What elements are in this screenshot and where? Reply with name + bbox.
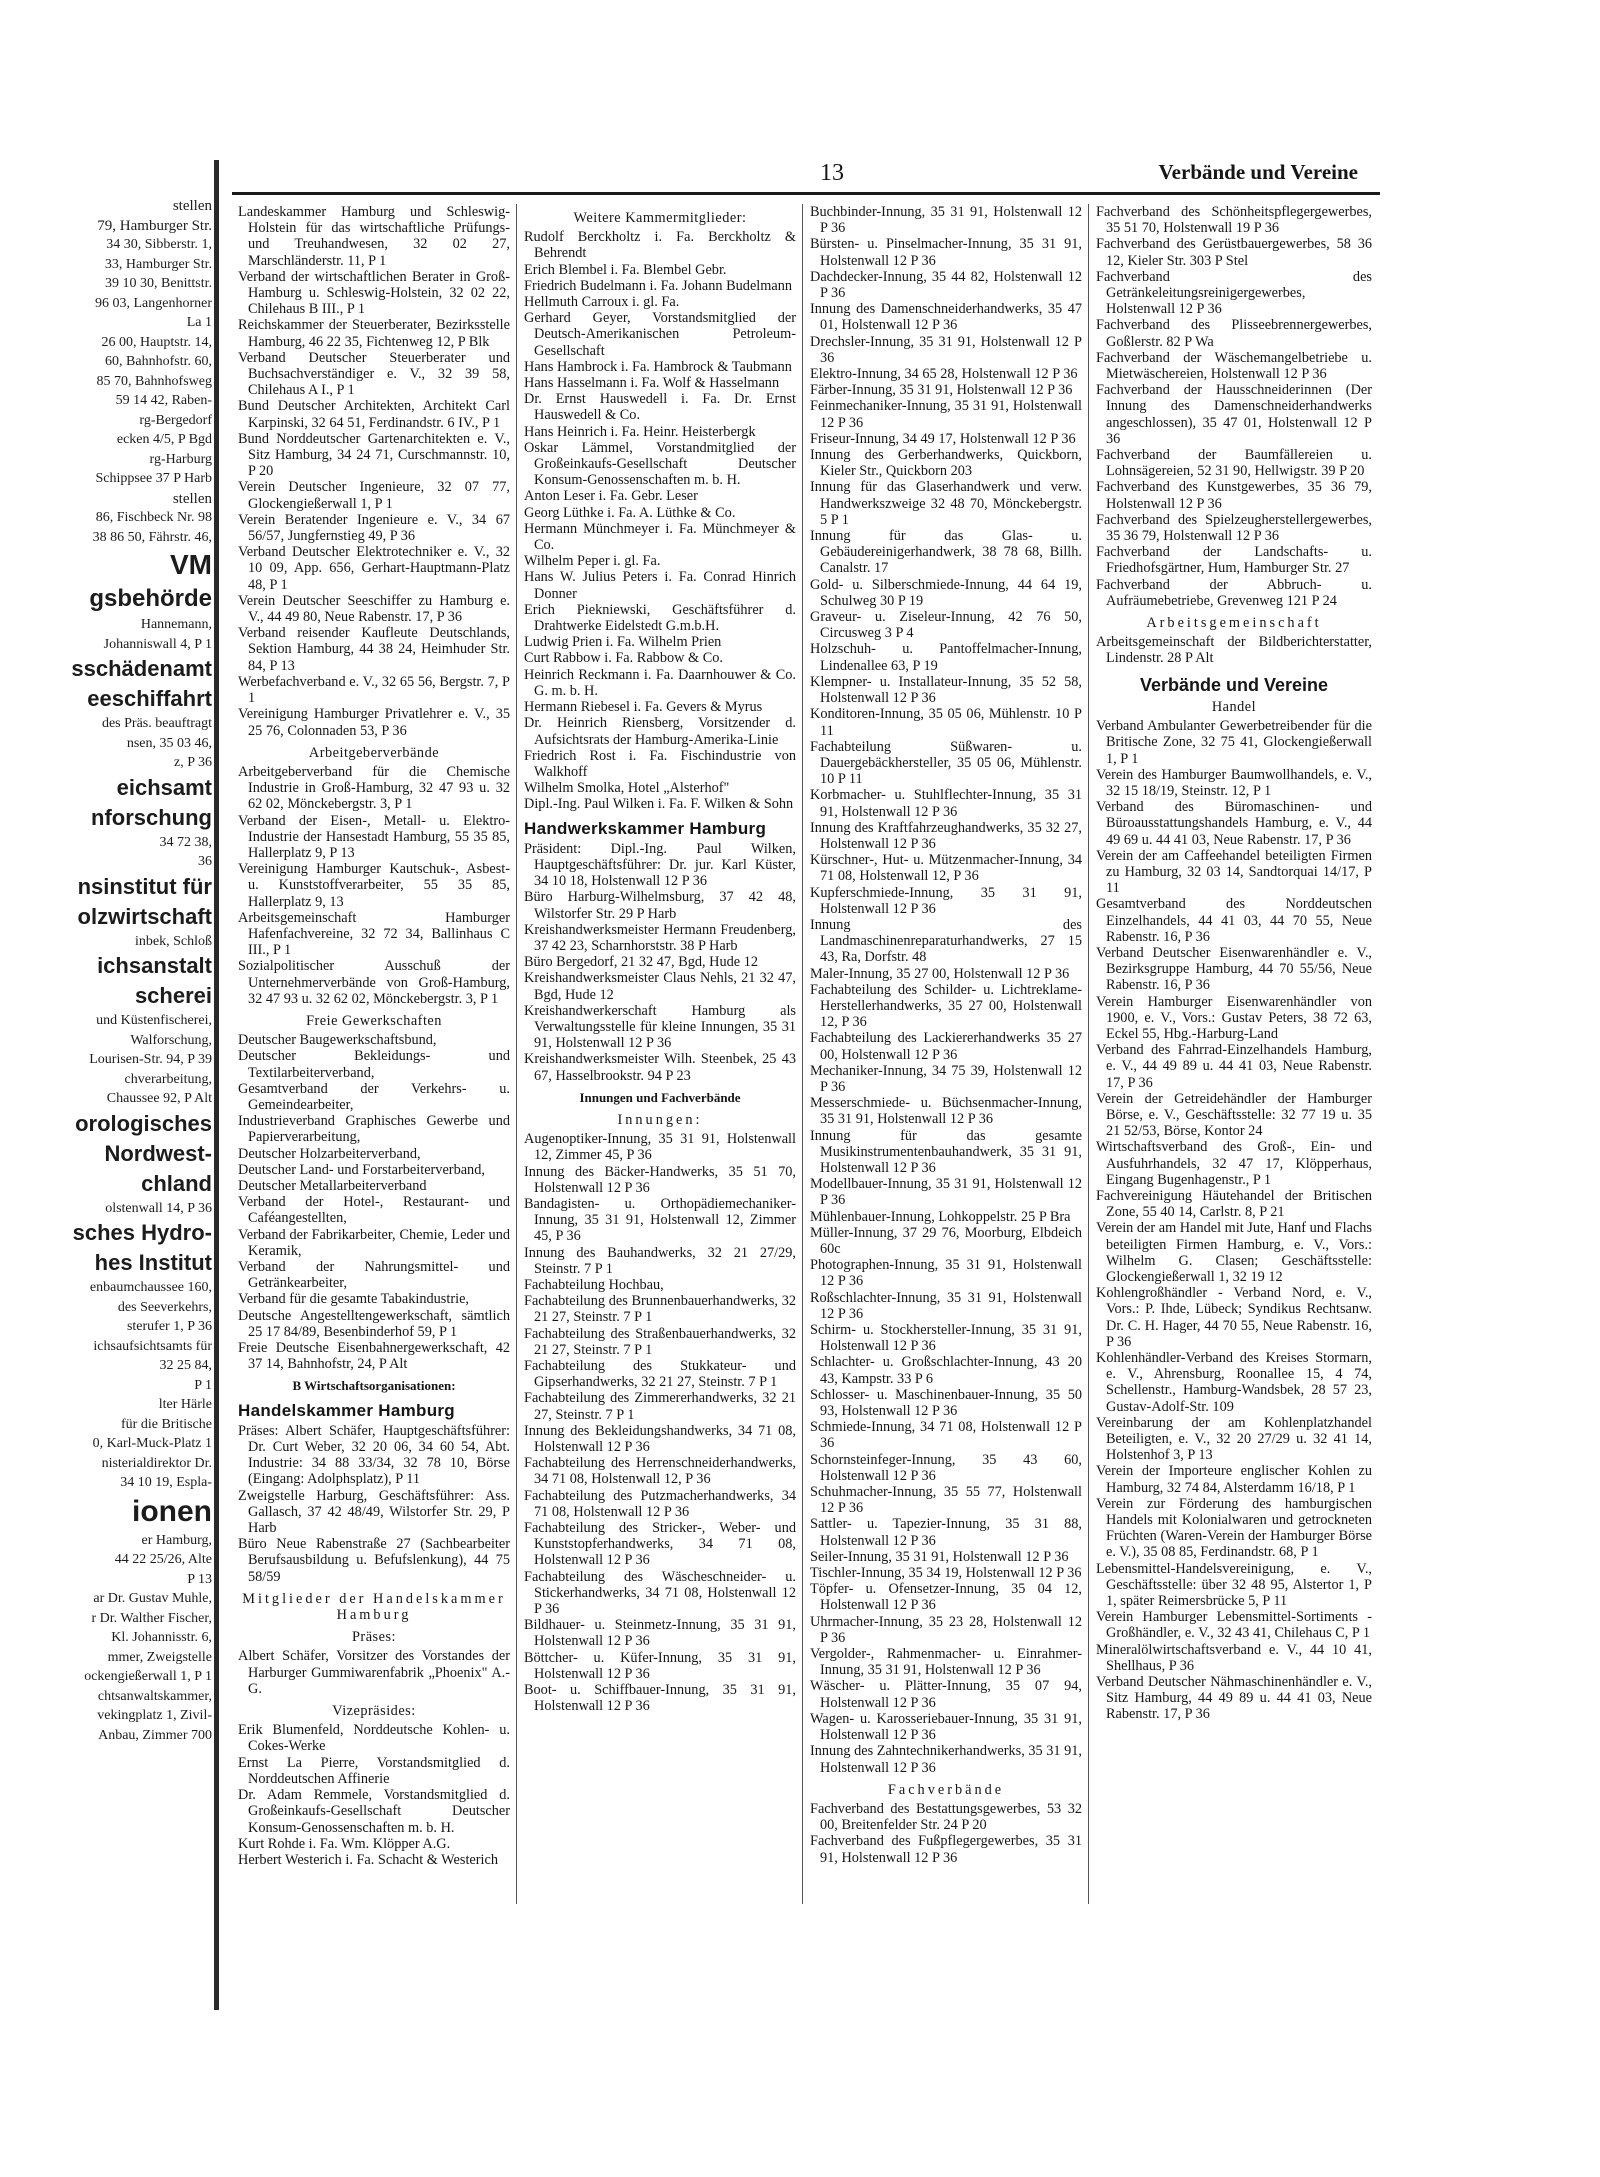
directory-entry: Vereinigung Hamburger Privatlehrer e. V., 35 25 76, Colonnaden 53, P 36 — [238, 706, 510, 739]
fragment-line: ecken 4/5, P Bgd — [116, 432, 212, 447]
fragment-line: des Seeverkehrs, — [117, 1299, 212, 1315]
directory-entry: Hans W. Julius Peters i. Fa. Conrad Hinrich Donner — [524, 569, 796, 602]
directory-entry: Sozialpolitischer Ausschuß der Unternehmerverbände von Groß-Hamburg, 32 47 93 u. 32 62 02, Mönckebergstr. 3, P 1 — [238, 958, 510, 1007]
directory-entry: Verband Ambulanter Gewerbetreibender für die Britische Zone, 32 75 41, Glockengießerwall 1, P 1 — [1096, 718, 1372, 767]
fragment-line: La 1 — [186, 315, 212, 330]
directory-entry: Verband des Büromaschinen- und Büroausstattungshandels Hamburg, e. V., 44 49 69 u. 44 41 03, Neue Rabenstr. 17, P 36 — [1096, 799, 1372, 848]
directory-entry: Gold- u. Silberschmiede-Innung, 44 64 19, Schulweg 30 P 19 — [810, 576, 1082, 609]
column-divider — [802, 204, 803, 1904]
directory-entry: Buchbinder-Innung, 35 31 91, Holstenwall 12 P 36 — [810, 204, 1082, 237]
fragment-line: 0, Karl-Muck-Platz 1 — [92, 1436, 212, 1451]
fragment-line: enbaumchaussee 160, — [89, 1280, 212, 1295]
directory-entry: Arbeitgeberverband für die Chemische Industrie in Groß-Hamburg, 32 47 93 u. 32 62 02, Mönckebergstr. 3, P 1 — [238, 763, 510, 813]
fragment-line: 44 22 25/26, Alte — [114, 1552, 212, 1567]
directory-entry: Büro Neue Rabenstraße 27 (Sachbearbeiter Berufsausbildung u. Befufslenkung), 44 75 58/59 — [238, 1536, 510, 1585]
directory-entry: Innung des Gerberhandwerks, Quickborn, Kieler Str., Quickborn 203 — [810, 447, 1082, 480]
directory-entry: Schmiede-Innung, 34 71 08, Holstenwall 12 P 36 — [810, 1419, 1082, 1452]
directory-entry: Kürschner-, Hut- u. Mützenmacher-Innung, 34 71 08, Holstenwall 12, P 36 — [810, 852, 1082, 885]
fragment-line: rg-Harburg — [149, 451, 212, 467]
fragment-line: und Küstenfischerei, — [96, 1013, 212, 1028]
directory-entry: Verband der Nahrungsmittel- und Getränkearbeiter, — [238, 1259, 510, 1292]
directory-entry: Verein des Hamburger Baumwollhandels, e. V., 32 15 18/19, Steinstr. 12, P 1 — [1096, 766, 1372, 799]
directory-entry: Albert Schäfer, Vorsitzer des Vorstandes der Harburger Gummiwarenfabrik „Phoenix" A.-G. — [238, 1648, 510, 1697]
directory-entry: Fachabteilung des Brunnenbauerhandwerks, 32 21 27, Steinstr. 7 P 1 — [524, 1293, 796, 1326]
directory-entry: Färber-Innung, 35 31 91, Holstenwall 12 P 36 — [810, 382, 1073, 399]
section-heading: Handel — [1211, 698, 1257, 715]
directory-entry: Uhrmacher-Innung, 35 23 28, Holstenwall 12 P 36 — [810, 1613, 1082, 1646]
directory-entry: Fachverband der Abbruch- u. Aufräumebetriebe, Grevenweg 121 P 24 — [1096, 576, 1372, 609]
fragment-line: 34 72 38, — [159, 834, 212, 850]
directory-entry: Bürsten- u. Pinselmacher-Innung, 35 31 91, Holstenwall 12 P 36 — [810, 236, 1082, 269]
fragment-line: 36 — [198, 854, 212, 869]
directory-entry: Augenoptiker-Innung, 35 31 91, Holstenwall 12, Zimmer 45, P 36 — [524, 1131, 796, 1164]
directory-entry: Kurt Rohde i. Fa. Wm. Klöpper A.G. — [238, 1835, 451, 1852]
fragment-line: ichsaufsichtsamts für — [93, 1338, 212, 1354]
directory-entry: Verein der am Handel mit Jute, Hanf und Flachs beteiligten Firmen Hamburg, e. V., Vors.: Wilhelm G. Clasen; Geschäftsstelle: Glockengießerwall 1, 32 19 12 — [1096, 1220, 1372, 1285]
directory-entry: Gerhard Geyer, Vorstandsmitglied der Deutsch-Amerikanischen Petroleum-Gesellschaft — [524, 310, 796, 359]
directory-entry: Messerschmiede- u. Büchsenmacher-Innung, 35 31 91, Holstenwall 12 P 36 — [810, 1095, 1082, 1128]
directory-entry: Herbert Westerich i. Fa. Schacht & Westerich — [238, 1851, 498, 1868]
directory-entry: Rudolf Berckholtz i. Fa. Berckholtz & Behrendt — [524, 229, 796, 262]
directory-entry: Schirm- u. Stockhersteller-Innung, 35 31 91, Holstenwall 12 P 36 — [810, 1322, 1082, 1355]
section-heading: Arbeitgeberverbände — [308, 744, 440, 761]
directory-entry: Verband Deutscher Steuerberater und Buchsachverständiger e. V., 32 39 58, Chilehaus A I., P 1 — [238, 349, 510, 399]
directory-entry: Vergolder-, Rahmenmacher- u. Einrahmer-Innung, 35 31 91, Holstenwall 12 P 36 — [810, 1646, 1082, 1679]
directory-entry: Friseur-Innung, 34 49 17, Holstenwall 12 P 36 — [810, 430, 1076, 447]
directory-entry: Fachabteilung des Stricker-, Weber- und Kunststopferhandwerks, 34 71 08, Holstenwall 12 P 36 — [524, 1520, 796, 1569]
spaced-heading: Arbeitsgemeinschaft — [1146, 615, 1322, 632]
chamber-heading: Handwerkskammer Hamburg — [524, 818, 767, 838]
directory-entry: Konditoren-Innung, 35 05 06, Mühlenstr. 10 P 11 — [810, 706, 1082, 739]
directory-entry: Erich Piekniewski, Geschäftsführer d. Drahtwerke Eidelstedt G.m.b.H. — [524, 601, 796, 635]
directory-entry: Reichskammer der Steuerberater, Bezirksstelle Hamburg, 46 22 35, Fichtenweg 12, P Blk — [238, 317, 510, 350]
directory-entry: Elektro-Innung, 34 65 28, Holstenwall 12 P 36 — [810, 366, 1078, 383]
directory-entry: Dachdecker-Innung, 35 44 82, Holstenwall 12 P 36 — [810, 268, 1082, 302]
fragment-line: des Präs. beauftragt — [101, 716, 212, 731]
section-heading: Weitere Kammermitglieder: — [573, 210, 747, 226]
directory-entry: Bandagisten- u. Orthopädiemechaniker-Innung, 35 31 91, Holstenwall 12, Zimmer 45, P 36 — [524, 1195, 796, 1245]
directory-entry: Bund Deutscher Architekten, Architekt Carl Karpinski, 32 64 51, Ferdinandstr. 6 IV., P 1 — [238, 398, 510, 431]
directory-entry: Verein zur Förderung des hamburgischen Handels mit Kolonialwaren und getrockneten Früchten (Waren-Verein der Hamburger Börse e. V.), 35 08 85, Ferdinandstr. 68, P 1 — [1096, 1495, 1372, 1561]
directory-entry: Georg Lüthke i. Fa. A. Lüthke & Co. — [524, 504, 736, 521]
fragment-line: vekingplatz 1, Zivil- — [97, 1708, 212, 1723]
directory-entry: Innung des Landmaschinenreparaturhandwerks, 27 15 43, Ra, Dorfstr. 48 — [810, 916, 1082, 966]
directory-entry: Innung des Bäcker-Handwerks, 35 51 70, Holstenwall 12 P 36 — [524, 1163, 796, 1196]
directory-entry: Graveur- u. Ziseleur-Innung, 42 76 50, Circusweg 3 P 4 — [810, 609, 1082, 642]
fragment-line: nsen, 35 03 46, — [126, 735, 212, 751]
directory-entry: Gesamtverband der Verkehrs- u. Gemeindearbeiter, — [238, 1080, 510, 1113]
directory-entry: Verein Hamburger Lebensmittel-Sortiments - Großhändler, e. V., 32 43 41, Chilehaus C, P 1 — [1096, 1609, 1372, 1642]
directory-entry: Fachverband des Spielzeugherstellergewerbes, 35 36 79, Holstenwall 12 P 36 — [1096, 511, 1372, 545]
fragment-line: eichsamt — [116, 774, 212, 800]
fragment-line: Schippsee 37 P Harb — [95, 471, 212, 486]
directory-entry: Mechaniker-Innung, 34 75 39, Holstenwall 12 P 36 — [810, 1062, 1082, 1095]
directory-entry: Deutsche Angestelltengewerkschaft, sämtlich 25 17 84/89, Besenbinderhof 59, P 1 — [238, 1307, 510, 1340]
fragment-line: 79, Hamburger Str. — [97, 217, 212, 234]
fragment-line: ar Dr. Gustav Muhle, — [93, 1591, 212, 1606]
directory-entry: Fachvereinigung Häutehandel der Britischen Zone, 55 40 14, Carlstr. 8, P 21 — [1096, 1187, 1372, 1221]
directory-entry: Erich Blembel i. Fa. Blembel Gebr. — [524, 261, 727, 278]
directory-entry: Büro Bergedorf, 21 32 47, Bgd, Hude 12 — [524, 954, 759, 971]
directory-entry: Kreishandwerksmeister Hermann Freudenberg, 37 42 23, Scharnhorststr. 38 P Harb — [524, 921, 796, 954]
fragment-line: ichsanstalt — [97, 953, 212, 978]
fragment-line: sterufer 1, P 36 — [126, 1319, 212, 1334]
directory-entry: Fachverband der Baumfällereien u. Lohnsägereien, 52 31 90, Hellwigstr. 39 P 20 — [1096, 447, 1372, 480]
directory-entry: Schlosser- u. Maschinenbauer-Innung, 35 50 93, Holstenwall 12 P 36 — [810, 1386, 1082, 1420]
directory-entry: Sattler- u. Tapezier-Innung, 35 31 88, Holstenwall 12 P 36 — [810, 1516, 1082, 1549]
directory-entry: Kreishandwerksmeister Claus Nehls, 21 32 47, Bgd, Hude 12 — [524, 970, 796, 1003]
column-divider — [1088, 204, 1089, 1904]
chamber-heading: Handelskammer Hamburg — [238, 1400, 455, 1420]
directory-entry: Verein der Getreidehändler der Hamburger Börse, e. V., Geschäftsstelle: 32 77 19 u. 35 21 52/53, Börse, Kontor 24 — [1096, 1090, 1372, 1140]
directory-entry: Schuhmacher-Innung, 35 55 77, Holstenwall 12 P 36 — [810, 1484, 1082, 1517]
directory-entry: Heinrich Reckmann i. Fa. Daarnhouwer & Co. G. m. b. H. — [524, 666, 796, 699]
fragment-line: P 13 — [187, 1571, 212, 1587]
fragment-line: für die Britische — [121, 1416, 212, 1432]
directory-entry: Drechsler-Innung, 35 31 91, Holstenwall 12 P 36 — [810, 333, 1082, 366]
directory-entry: Freie Deutsche Eisenbahnergewerkschaft, 42 37 14, Bahnhofstr, 24, P Alt — [238, 1340, 510, 1373]
column-2 — [524, 204, 796, 1714]
column-3 — [810, 204, 1082, 1866]
directory-entry: Innung für das Glas- u. Gebäudereinigerhandwerk, 38 78 68, Billh. Canalstr. 17 — [810, 528, 1082, 577]
directory-entry: Hans Hasselmann i. Fa. Wolf & Hasselmann — [524, 375, 780, 392]
fragment-line: scherei — [134, 983, 212, 1008]
directory-entry: Lebensmittel-Handelsvereinigung, e. V., Geschäftsstelle: über 32 48 95, Alstertor 1, P 1, später Reimersbrücke 5, P 11 — [1096, 1560, 1372, 1610]
directory-entry: Kohlenhändler-Verband des Kreises Stormarn, e. V., Ahrensburg, Roonallee 15, 4 74, Schellenstr., Hamburg-Wandsbek, 28 57 23, Gustav-Adolf-Str. 109 — [1096, 1350, 1372, 1415]
fragment-line: 32 25 84, — [159, 1358, 212, 1373]
directory-entry: Hermann Münchmeyer i. Fa. Münchmeyer & Co. — [524, 520, 796, 554]
directory-entry: Feinmechaniker-Innung, 35 31 91, Holstenwall 12 P 36 — [810, 398, 1082, 431]
directory-entry: Maler-Innung, 35 27 00, Holstenwall 12 P 36 — [810, 965, 1070, 982]
fragment-line: stellen — [172, 198, 212, 214]
directory-entry: Hermann Riebesel i. Fa. Gevers & Myrus — [524, 699, 763, 716]
directory-entry: Kreishandwerksmeister Wilh. Steenbek, 25 43 67, Hasselbrookstr. 94 P 23 — [524, 1051, 796, 1084]
column-divider — [516, 204, 517, 1904]
directory-entry: Verband Deutscher Nähmaschinenhändler e. V., Sitz Hamburg, 44 49 89 u. 44 41 03, Neue Rabenstr. 17, P 36 — [1096, 1674, 1372, 1723]
fragment-line: Anbau, Zimmer 700 — [98, 1727, 212, 1743]
fragment-line: 86, Fischbeck Nr. 98 — [95, 510, 212, 525]
directory-entry: Dr. Heinrich Riensberg, Vorsitzender d. Aufsichtsrats der Hamburg-Amerika-Linie — [524, 715, 796, 748]
directory-entry: Arbeitsgemeinschaft Hamburger Hafenfachvereine, 32 72 34, Ballinhaus C III., P 1 — [238, 909, 510, 959]
column-1 — [238, 204, 510, 1868]
section-heading: Vizepräsides: — [332, 1703, 416, 1720]
directory-entry: Deutscher Holzarbeiterverband, — [238, 1145, 421, 1162]
fragment-line: 26 00, Hauptstr. 14, — [101, 334, 212, 350]
fragment-line: Kl. Johannisstr. 6, — [111, 1630, 212, 1645]
directory-entry: Photographen-Innung, 35 31 91, Holstenwall 12 P 36 — [810, 1257, 1082, 1290]
directory-entry: Werbefachverband e. V., 32 65 56, Bergstr. 7, P 1 — [238, 673, 510, 707]
directory-entry: Verband der Fabrikarbeiter, Chemie, Leder und Keramik, — [238, 1226, 510, 1259]
directory-entry: Verband Deutscher Elektrotechniker e. V., 32 10 09, App. 656, Gerhart-Hauptmann-Platz 48, P 1 — [238, 544, 510, 593]
fragment-line: stellen — [172, 490, 212, 507]
directory-page — [232, 150, 1380, 2050]
directory-entry: Fachabteilung des Lackiererhandwerks 35 27 00, Holstenwall 12 P 36 — [810, 1030, 1082, 1063]
fragment-line: Walforschung, — [130, 1032, 212, 1048]
subsection-heading: B Wirtschaftsorganisationen: — [292, 1378, 456, 1394]
previous-page-fragment — [0, 0, 212, 2000]
directory-entry: Fachabteilung des Straßenbauerhandwerks, 32 21 27, Steinstr. 7 P 1 — [524, 1325, 796, 1358]
directory-entry: Mineralölwirtschaftsverband e. V., 44 10 41, Shellhaus, P 36 — [1096, 1641, 1372, 1674]
directory-entry: Fachabteilung des Wäscheschneider- u. Stickerhandwerks, 34 71 08, Holstenwall 12 P 36 — [524, 1568, 796, 1618]
fragment-line: 85 70, Bahnhofsweg — [96, 373, 212, 389]
directory-entry: Bund Norddeutscher Gartenarchitekten e. V., Sitz Hamburg, 34 24 71, Curschmannstr. 10, P 20 — [238, 430, 510, 480]
fragment-line: r Dr. Walther Fischer, — [91, 1610, 212, 1626]
directory-entry: Fachverband des Gerüstbauergewerbes, 58 36 12, Kieler Str. 303 P Stel — [1096, 236, 1372, 269]
directory-entry: Fachverband des Getränkeleitungsreinigergewerbes, Holstenwall 12 P 36 — [1096, 268, 1372, 318]
directory-entry: Fachabteilung des Herrenschneiderhandwerks, 34 71 08, Holstenwall 12, P 36 — [524, 1455, 796, 1488]
directory-entry: Verein der Importeure englischer Kohlen zu Hamburg, 32 74 84, Alsterdamm 16/18, P 1 — [1096, 1463, 1372, 1496]
page-number: 13 — [820, 160, 844, 186]
directory-entry: Hans Heinrich i. Fa. Heinr. Heisterbergk — [524, 423, 756, 440]
directory-entry: Anton Leser i. Fa. Gebr. Leser — [524, 488, 698, 505]
directory-entry: Verein Deutscher Ingenieure, 32 07 77, Glockengießerwall 1, P 1 — [238, 479, 510, 512]
directory-entry: Deutscher Land- und Forstarbeiterverband, — [238, 1161, 485, 1178]
directory-entry: Verband der Hotel-, Restaurant- und Caféangestellten, — [238, 1194, 510, 1227]
fragment-line: chland — [141, 1170, 212, 1196]
directory-entry: Fachverband der Landschafts- u. Friedhofsgärtner, Hum, Hamburger Str. 27 — [1096, 544, 1372, 577]
spaced-heading: Mitglieder der Handelskammer Hamburg — [242, 1590, 506, 1624]
directory-entry: Curt Rabbow i. Fa. Rabbow & Co. — [524, 650, 723, 667]
directory-entry: Verein Deutscher Seeschiffer zu Hamburg e. V., 44 49 80, Neue Rabenstr. 17, P 36 — [238, 592, 510, 626]
directory-entry: Landeskammer Hamburg und Schleswig-Holstein für das wirtschaftliche Prüfungs- und Treuhandwesen, 32 02 27, Marschländerstr. 11, P 1 — [238, 204, 510, 269]
page-gutter-shadow — [214, 160, 219, 2010]
fragment-line: Nordwest- — [104, 1140, 212, 1166]
fragment-line: chverarbeitung, — [124, 1071, 212, 1087]
section-heading: Freie Gewerkschaften — [306, 1012, 442, 1029]
directory-entry: Zweigstelle Harburg, Geschäftsführer: Ass. Gallasch, 37 42 48/49, Wilstorfer Str. 29, P Harb — [238, 1487, 510, 1537]
directory-entry: Fachabteilung des Zimmererhandwerks, 32 21 27, Steinstr. 7 P 1 — [524, 1390, 796, 1423]
directory-entry: Wirtschaftsverband des Groß-, Ein- und Ausfuhrhandels, 32 47 17, Klöpperhaus, Eingang Bugenhagenstr., P 1 — [1096, 1139, 1372, 1188]
directory-entry: Fachverband des Schönheitspflegergewerbes, 35 51 70, Holstenwall 19 P 36 — [1096, 204, 1372, 237]
directory-entry: Büro Harburg-Wilhelmsburg, 37 42 48, Wilstorfer Str. 29 P Harb — [524, 889, 796, 922]
directory-entry: Deutscher Bekleidungs- und Textilarbeiterverband, — [238, 1048, 510, 1081]
directory-entry: Innung für das Glaserhandwerk und verw. Handwerkszweige 32 48 70, Mönckebergstr. 5 P 1 — [810, 479, 1082, 528]
fragment-line: lter Härle — [158, 1397, 212, 1412]
directory-entry: Erik Blumenfeld, Norddeutsche Kohlen- u. Cokes-Werke — [238, 1722, 510, 1755]
directory-entry: Kupferschmiede-Innung, 35 31 91, Holstenwall 12 P 36 — [810, 884, 1082, 917]
directory-entry: Deutscher Baugewerkschaftsbund, — [238, 1032, 437, 1049]
directory-entry: Bildhauer- u. Steinmetz-Innung, 35 31 91, Holstenwall 12 P 36 — [524, 1617, 796, 1650]
directory-entry: Böttcher- u. Küfer-Innung, 35 31 91, Holstenwall 12 P 36 — [524, 1649, 796, 1682]
fragment-line: er Hamburg, — [141, 1532, 212, 1548]
fragment-line: olstenwall 14, P 36 — [105, 1200, 212, 1216]
directory-entry: Friedrich Rost i. Fa. Fischindustrie von Walkhoff — [524, 747, 796, 780]
directory-entry: Ludwig Prien i. Fa. Wilhelm Prien — [524, 634, 722, 651]
fragment-line: 60, Bahnhofstr. 60, — [105, 354, 212, 369]
fragment-line: olzwirtschaft — [77, 903, 212, 929]
directory-entry: Dipl.-Ing. Paul Wilken i. Fa. F. Wilken & Sohn — [524, 796, 794, 813]
directory-entry: Oskar Lämmel, Vorstandmitglied der Großeinkaufs-Gesellschaft Deutscher Konsum-Genossenschaften m. b. H. — [524, 439, 796, 489]
directory-entry: Verband der wirtschaftlichen Berater in Groß-Hamburg u. Schleswig-Holstein, 32 02 22, Chilehaus B III., P 1 — [238, 268, 510, 318]
directory-entry: Innung des Bekleidungshandwerks, 34 71 08, Holstenwall 12 P 36 — [524, 1422, 796, 1456]
fragment-line: orologisches — [75, 1110, 212, 1136]
directory-entry: Innung für das gesamte Musikinstrumentenbauhandwerk, 35 31 91, Holstenwall 12 P 36 — [810, 1127, 1082, 1176]
directory-entry: Fachverband der Wäschemangelbetriebe u. Mietwäschereien, Holstenwall 12 P 36 — [1096, 349, 1372, 383]
directory-entry: Holzschuh- u. Pantoffelmacher-Innung, Lindenallee 63, P 19 — [810, 641, 1082, 674]
directory-entry: Fachabteilung des Schilder- u. Lichtreklame-Herstellerhandwerks, 35 27 00, Holstenwall 12, P 36 — [810, 981, 1082, 1031]
directory-entry: Fachverband des Plisseebrennergewerbes, Goßlerstr. 82 P Wa — [1096, 317, 1372, 350]
directory-entry: Kreishandwerkerschaft Hamburg als Verwaltungsstelle für kleine Innungen, 35 31 91, Holstenwall 12 P 36 — [524, 1002, 796, 1052]
fragment-line: 96 03, Langenhorner — [94, 295, 212, 311]
fragment-line: VM — [170, 549, 212, 580]
directory-entry: Innung des Kraftfahrzeughandwerks, 35 32 27, Holstenwall 12 P 36 — [810, 819, 1082, 852]
directory-entry: Hellmuth Carroux i. gl. Fa. — [524, 294, 680, 311]
fragment-line: Johanniswall 4, P 1 — [103, 636, 212, 652]
fragment-line: P 1 — [194, 1377, 212, 1393]
fragment-line: 34 30, Sibberstr. 1, — [106, 237, 212, 252]
directory-entry: Wilhelm Peper i. gl. Fa. — [524, 553, 661, 570]
directory-entry: Vereinbarung der am Kohlenplatzhandel Beteiligten, e. V., 32 20 27/29 u. 32 41 14, Holstenhof 3, P 13 — [1096, 1414, 1372, 1464]
directory-entry: Vereinigung Hamburger Kautschuk-, Asbest- u. Kunststoffverarbeiter, 55 35 85, Hallerplatz 9, 13 — [238, 861, 510, 910]
directory-entry: Verband Deutscher Eisenwarenhändler e. V., Bezirksgruppe Hamburg, 44 70 55/56, Neue Rabenstr. 16, P 36 — [1096, 944, 1372, 994]
directory-entry: Wagen- u. Karosseriebauer-Innung, 35 31 91, Holstenwall 12 P 36 — [810, 1710, 1082, 1744]
directory-entry: Roßschlachter-Innung, 35 31 91, Holstenwall 12 P 36 — [810, 1289, 1082, 1322]
major-heading: Verbände und Vereine — [1139, 674, 1329, 695]
fragment-line: 39 10 30, Benittstr. — [105, 276, 212, 291]
directory-entry: Schlachter- u. Großschlachter-Innung, 43 20 43, Kampstr. 33 P 6 — [810, 1354, 1082, 1387]
directory-entry: Korbmacher- u. Stuhlflechter-Innung, 35 31 91, Holstenwall 12 P 36 — [810, 787, 1082, 820]
directory-entry: Verein Beratender Ingenieure e. V., 34 67 56/57, Jungfernstieg 49, P 36 — [238, 511, 510, 545]
directory-entry: Präses: Albert Schäfer, Hauptgeschäftsführer: Dr. Curt Weber, 32 20 06, 34 60 54, Abt. Industrie: 34 88 33/34, 32 78 10, Börse (Eingang: Adolphsplatz), P 11 — [238, 1422, 510, 1488]
fragment-line: z, P 36 — [174, 755, 212, 770]
subsection-heading: Innungen und Fachverbände — [579, 1089, 741, 1105]
directory-entry: Seiler-Innung, 35 31 91, Holstenwall 12 P 36 — [810, 1548, 1069, 1565]
directory-entry: Fachabteilung Süßwaren- u. Dauergebäckhersteller, 35 05 06, Mühlenstr. 10 P 11 — [810, 738, 1082, 788]
directory-entry: Fachverband der Hausschneiderinnen (Der Innung des Damenschneiderhandwerks angeschlossen), 35 47 01, Holstenwall 12 P 36 — [1096, 382, 1372, 447]
running-head: Verbände und Vereine — [1158, 160, 1358, 184]
fragment-line: sschädenamt — [71, 656, 212, 681]
directory-entry: Verband der Eisen-, Metall- u. Elektro-Industrie der Hansestadt Hamburg, 55 35 85, Hallerplatz 9, P 13 — [238, 812, 510, 861]
directory-entry: Verband reisender Kaufleute Deutschlands, Sektion Hamburg, 44 38 24, Heimhuder Str. 84, P 13 — [238, 625, 510, 674]
fragment-line: 34 10 19, Espla- — [120, 1475, 212, 1490]
directory-entry: Fachverband des Kunstgewerbes, 35 36 79, Holstenwall 12 P 36 — [1096, 479, 1372, 512]
fragment-line: nsinstitut für — [77, 873, 212, 899]
directory-entry: Verein Hamburger Eisenwarenhändler von 1900, e. V., Vors.: Gustav Peters, 38 72 63, Eckel 55, Hbg.-Harburg-Land — [1096, 993, 1372, 1042]
directory-entry: Tischler-Innung, 35 34 19, Holstenwall 12 P 36 — [810, 1565, 1082, 1582]
directory-entry: Wäscher- u. Plätter-Innung, 35 07 94, Holstenwall 12 P 36 — [810, 1678, 1082, 1711]
directory-entry: Verband des Fahrrad-Einzelhandels Hamburg, e. V., 44 49 89 u. 44 41 03, Neue Rabenstr. 17, P 36 — [1096, 1042, 1372, 1091]
fragment-line: 38 86 50, Fährstr. 46, — [92, 529, 212, 545]
directory-entry: Innung des Bauhandwerks, 32 21 27/29, Steinstr. 7 P 1 — [524, 1244, 796, 1277]
directory-entry: Verband für die gesamte Tabakindustrie, — [238, 1291, 469, 1308]
directory-entry: Deutscher Metallarbeiterverband — [238, 1177, 427, 1194]
fragment-line: inbek, Schloß — [135, 933, 212, 949]
section-heading: Präses: — [351, 1629, 396, 1646]
directory-entry: Gesamtverband des Norddeutschen Einzelhandels, 44 41 03, 44 70 55, Neue Rabenstr. 16, P 36 — [1096, 896, 1372, 945]
fragment-line: sches Hydro- — [72, 1220, 212, 1245]
directory-entry: Innung des Zahntechnikerhandwerks, 35 31 91, Holstenwall 12 P 36 — [810, 1743, 1082, 1776]
fragment-line: mmer, Zweigstelle — [107, 1649, 212, 1665]
directory-entry: Modellbauer-Innung, 35 31 91, Holstenwall 12 P 36 — [810, 1176, 1082, 1209]
fragment-line: nforschung — [91, 804, 212, 830]
directory-entry: Müller-Innung, 37 29 76, Moorburg, Elbdeich 60c — [810, 1224, 1082, 1257]
directory-entry: Industrieverband Graphisches Gewerbe und Papierverarbeitung, — [238, 1113, 510, 1146]
directory-entry: Präsident: Dipl.-Ing. Paul Wilken, Hauptgeschäftsführer: Dr. jur. Karl Küster, 34 10 18, Holstenwall 12 P 36 — [524, 840, 796, 890]
header-rule — [232, 192, 1380, 195]
directory-entry: Fachabteilung des Putzmacherhandwerks, 34 71 08, Holstenwall 12 P 36 — [524, 1487, 796, 1520]
directory-entry: Dr. Adam Remmele, Vorstandsmitglied d. Großeinkaufs-Gesellschaft Deutscher Konsum-Genossenschaften m. b. H. — [238, 1787, 510, 1836]
spaced-heading: Fachverbände — [887, 1781, 1005, 1798]
fragment-line: hes Institut — [94, 1250, 212, 1275]
fragment-line: Hannemann, — [140, 617, 212, 632]
directory-entry: Boot- u. Schiffbauer-Innung, 35 31 91, Holstenwall 12 P 36 — [524, 1682, 796, 1715]
directory-entry: Fachabteilung des Stukkateur- und Gipserhandwerks, 32 21 27, Steinstr. 7 P 1 — [524, 1358, 796, 1391]
column-4 — [1096, 204, 1372, 1723]
fragment-line: nisterialdirektor Dr. — [101, 1455, 212, 1471]
fragment-line: Lourisen-Str. 94, P 39 — [89, 1052, 212, 1067]
spaced-heading: Innungen: — [617, 1111, 703, 1128]
directory-entry: Wilhelm Smolka, Hotel „Alsterhof" — [524, 780, 730, 797]
fragment-line: ockengießerwall 1, P 1 — [84, 1669, 212, 1684]
fragment-line: 33, Hamburger Str. — [104, 256, 212, 272]
fragment-line: chtsanwaltskammer, — [97, 1688, 212, 1704]
directory-entry: Fachverband des Fußpflegergewerbes, 35 31 91, Holstenwall 12 P 36 — [810, 1833, 1082, 1866]
fragment-line: gsbehörde — [89, 585, 212, 612]
directory-entry: Fachverband des Bestattungsgewerbes, 53 32 00, Breitenfelder Str. 24 P 20 — [810, 1800, 1082, 1834]
directory-entry: Ernst La Pierre, Vorstandsmitglied d. Norddeutschen Affinerie — [238, 1754, 510, 1787]
directory-entry: Dr. Ernst Hauswedell i. Fa. Dr. Ernst Hauswedell & Co. — [524, 391, 796, 424]
directory-entry: Innung des Damenschneiderhandwerks, 35 47 01, Holstenwall 12 P 36 — [810, 301, 1082, 334]
directory-entry: Friedrich Budelmann i. Fa. Johann Budelmann — [524, 277, 793, 294]
directory-entry: Kohlengroßhändler - Verband Nord, e. V., Vors.: P. Ihde, Lübeck; Syndikus Rechtsanw. Dr. C. H. Hager, 44 70 55, Neue Rabenstr. 16, P 36 — [1096, 1285, 1372, 1350]
fragment-line: ionen — [132, 1494, 212, 1528]
directory-entry: Schornsteinfeger-Innung, 35 43 60, Holstenwall 12 P 36 — [810, 1451, 1082, 1484]
fragment-line: Chaussee 92, P Alt — [106, 1091, 212, 1106]
directory-entry: Arbeitsgemeinschaft der Bildberichterstatter, Lindenstr. 28 P Alt — [1096, 634, 1372, 667]
directory-entry: Verein der am Caffeehandel beteiligten Firmen zu Hamburg, 32 03 14, Sandtorquai 14/17, P 11 — [1096, 847, 1372, 897]
directory-entry: Mühlenbauer-Innung, Lohkoppelstr. 25 P Bra — [810, 1208, 1071, 1225]
fragment-line: rg-Bergedorf — [139, 412, 212, 428]
directory-entry: Töpfer- u. Ofensetzer-Innung, 35 04 12, Holstenwall 12 P 36 — [810, 1581, 1082, 1614]
directory-entry: Klempner- u. Installateur-Innung, 35 52 58, Holstenwall 12 P 36 — [810, 673, 1082, 707]
directory-entry: Fachabteilung Hochbau, — [524, 1277, 664, 1293]
fragment-line: 59 14 42, Raben- — [115, 393, 212, 408]
directory-entry: Hans Hambrock i. Fa. Hambrock & Taubmann — [524, 358, 792, 375]
fragment-line: eeschiffahrt — [87, 686, 212, 711]
